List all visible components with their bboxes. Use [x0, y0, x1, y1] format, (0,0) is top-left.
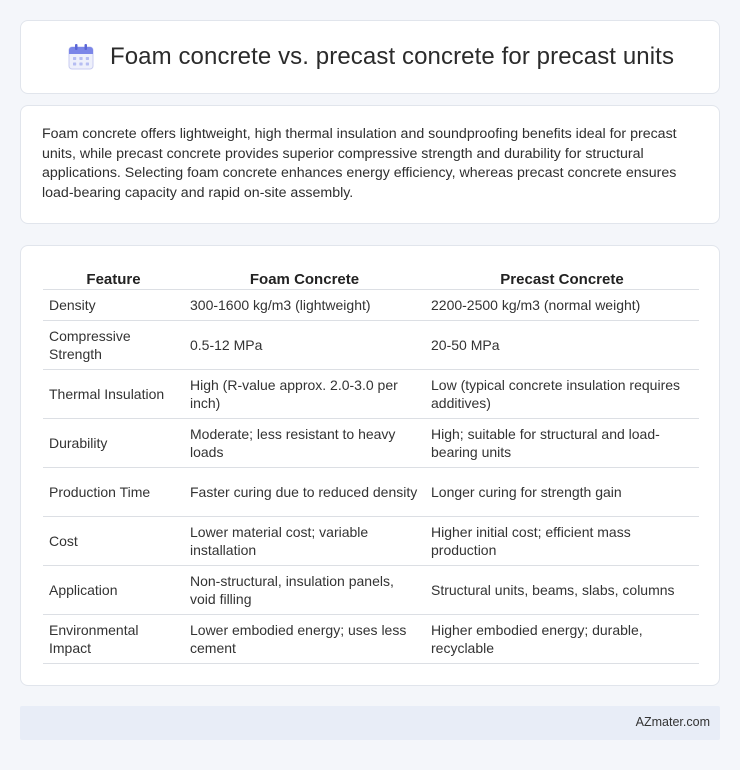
- foam-concrete-cell: High (R-value approx. 2.0-3.0 per inch): [184, 370, 425, 419]
- foam-concrete-cell: Lower embodied energy; uses less cement: [184, 615, 425, 664]
- footer-bar: [20, 706, 720, 740]
- table-row: [43, 370, 699, 419]
- comparison-table: [43, 266, 699, 664]
- precast-concrete-cell: Low (typical concrete insulation requires additives): [425, 370, 699, 419]
- feature-cell: Environmental Impact: [43, 615, 184, 664]
- comparison-table-card: [20, 245, 720, 686]
- precast-concrete-cell: Longer curing for strength gain: [425, 468, 699, 517]
- table-row: [43, 290, 699, 321]
- page-title: Foam concrete vs. precast concrete for precast units: [109, 43, 675, 70]
- precast-concrete-cell: Higher initial cost; efficient mass production: [425, 517, 699, 566]
- column-header-feature: Feature: [43, 266, 184, 290]
- foam-concrete-cell: 300-1600 kg/m3 (lightweight): [184, 290, 425, 321]
- table-row: [43, 566, 699, 615]
- title-card: [20, 20, 720, 94]
- precast-concrete-cell: 2200-2500 kg/m3 (normal weight): [425, 290, 699, 321]
- feature-cell: Density: [43, 290, 184, 321]
- precast-concrete-cell: Higher embodied energy; durable, recyclable: [425, 615, 699, 664]
- summary-card: [20, 105, 720, 224]
- summary-text: Foam concrete offers lightweight, high thermal insulation and soundproofing benefits ideal for precast units, while precast concrete provides superior compressive strength and durability for structural applications. Selecting foam concrete enhances energy efficiency, whereas precast concrete ensures load-bearing capacity and rapid on-site assembly.: [42, 126, 677, 201]
- foam-concrete-cell: Moderate; less resistant to heavy loads: [184, 419, 425, 468]
- feature-cell: Durability: [43, 419, 184, 468]
- feature-cell: Application: [43, 566, 184, 615]
- table-row: [43, 321, 699, 370]
- foam-concrete-cell: Non-structural, insulation panels, void filling: [184, 566, 425, 615]
- precast-concrete-cell: High; suitable for structural and load-bearing units: [425, 419, 699, 468]
- source-credit: AZmater.com: [635, 715, 710, 729]
- column-header-precast-concrete: Precast Concrete: [425, 266, 699, 290]
- foam-concrete-cell: Lower material cost; variable installation: [184, 517, 425, 566]
- foam-concrete-cell: Faster curing due to reduced density: [184, 468, 425, 517]
- feature-cell: Compressive Strength: [43, 321, 184, 370]
- feature-cell: Thermal Insulation: [43, 370, 184, 419]
- precast-concrete-cell: Structural units, beams, slabs, columns: [425, 566, 699, 615]
- table-row: [43, 615, 699, 664]
- precast-concrete-cell: 20-50 MPa: [425, 321, 699, 370]
- table-row: [43, 468, 699, 517]
- foam-concrete-cell: 0.5-12 MPa: [184, 321, 425, 370]
- table-header-row: [43, 266, 699, 290]
- table-row: [43, 517, 699, 566]
- feature-cell: Cost: [43, 517, 184, 566]
- feature-cell: Production Time: [43, 468, 184, 517]
- column-header-foam-concrete: Foam Concrete: [184, 266, 425, 290]
- calendar-icon: [66, 42, 96, 72]
- table-row: [43, 419, 699, 468]
